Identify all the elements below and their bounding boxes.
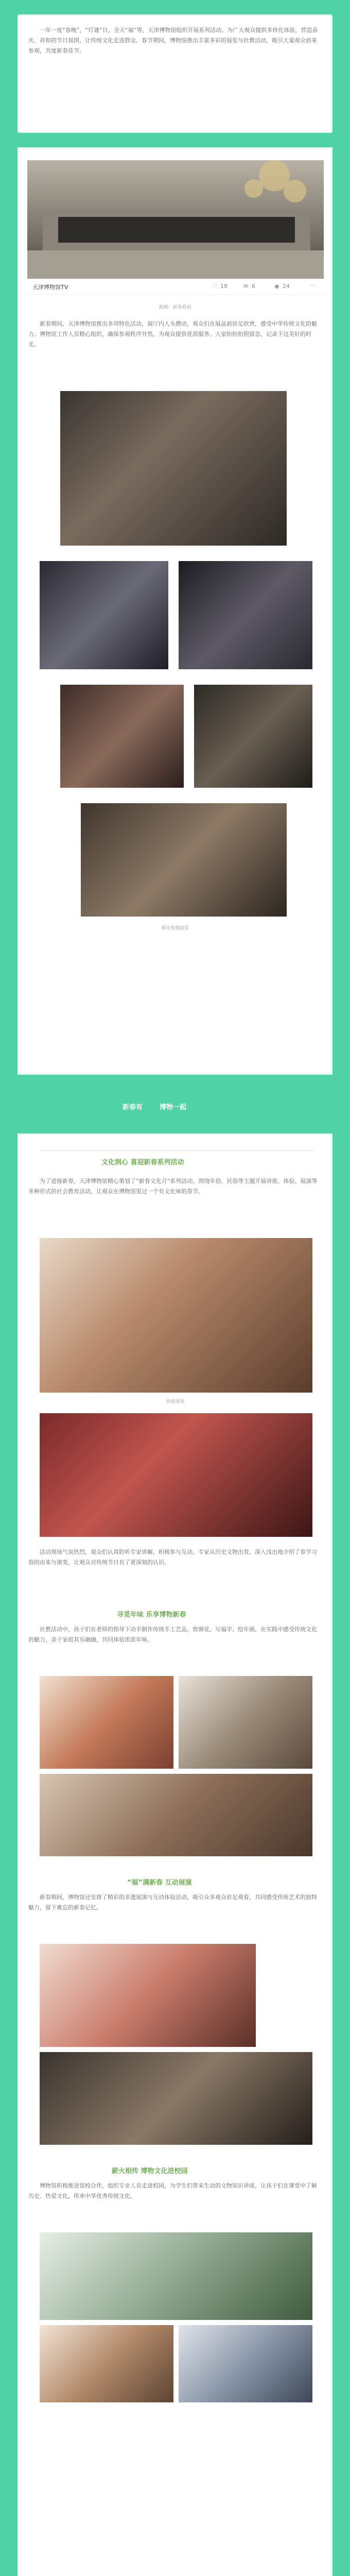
more-icon[interactable]: ⋯: [310, 282, 316, 289]
section-4-heading: 薪火相传 博物文化进校园: [112, 2167, 188, 2175]
view-count: 24: [283, 283, 290, 290]
comment-count: 6: [252, 283, 255, 290]
gallery-photo-1: [60, 391, 287, 546]
performance-photo-2: [40, 2052, 312, 2145]
section-1-text: 为了迎接新春，天津博物馆精心策划了“新春文化月”系列活动，围绕年俗、民俗等主题开展讲座、体验、展演等多种形式的社会教育活动，让观众在博物馆里过一个有文化味的春节。: [28, 1178, 318, 1195]
video-title: 天津博物馆TV: [32, 284, 68, 291]
like-count: 18: [220, 283, 227, 290]
section-4-text: 博物馆积极推进馆校合作，组织专业人员走进校园，为学生们带来生动的文物知识讲座，让孩子们在课堂中了解历史、热爱文化，传承中华优秀传统文化。: [28, 2182, 317, 2199]
school-photo-2: [40, 2325, 173, 2402]
paragraph-2: 活动现场气氛热烈，观众们认真聆听专家讲解，积极参与互动。专家从历史文物出发，深入浅出地介绍了春节习俗的由来与演变，让观众对传统节日有了更深刻的认识。: [28, 1549, 317, 1566]
events-card: [18, 1133, 332, 2576]
divider: [40, 1150, 313, 1151]
banner-right-text: 博物一起: [160, 1104, 187, 1111]
section-2-heading: 寻觅年味 乐享博物新春: [117, 1611, 186, 1619]
gallery-caption: 观众参观展览: [161, 926, 189, 931]
gallery-photo-3: [179, 561, 312, 669]
school-photo-3: [179, 2325, 312, 2402]
craft-photo-3: [40, 1774, 312, 1856]
section-2-text: 社教活动中，孩子们在老师的指导下动手制作传统手工艺品，剪窗花、写福字、绘年画，在实践中感受传统文化的魅力，亲子家庭其乐融融，共同体验浓浓年味。: [28, 1626, 317, 1643]
craft-photo-1: [40, 1676, 173, 1769]
lecture-caption: 讲座现场: [165, 1399, 184, 1404]
section-banner: [0, 1092, 350, 1123]
section-1-heading: 文化润心 喜迎新春系列活动: [101, 1159, 184, 1166]
craft-photo-2: [179, 1676, 312, 1769]
banner-left-text: 新春有: [122, 1104, 143, 1111]
video-bar: [27, 279, 324, 295]
performance-photo-1: [40, 1944, 256, 2047]
lecture-photo: [40, 1238, 312, 1393]
intro-card: [18, 14, 332, 133]
intro-text: 一年一度“春晚”，“灯谜”日，全天“福”等，天津博物馆组织开展系列活动。为广大观众提供多样化体验，营造喜庆、祥和的节日氛围，让传统文化走进群众。春节期间，博物馆推出丰富多彩的展览与社教活动，吸引大量观众前来参观，共度新春佳节。: [28, 27, 318, 54]
video-card: [18, 147, 332, 1075]
gallery-photo-6: [81, 803, 287, 917]
school-photo-1: [40, 2232, 312, 2320]
video-caption: 视频：新春看展: [159, 305, 191, 310]
view-icon: ◉: [274, 283, 279, 290]
like-icon[interactable]: ♡: [213, 283, 218, 290]
gallery-photo-5: [194, 685, 312, 788]
gallery-photo-4: [60, 685, 184, 788]
video-thumbnail[interactable]: [27, 160, 324, 279]
section-3-heading: “福”满新春 互动展演: [127, 1879, 192, 1887]
gallery-photo-2: [40, 561, 168, 669]
comment-icon[interactable]: ✉: [243, 283, 249, 290]
audience-photo: [40, 1413, 312, 1537]
paragraph-1: 新春期间，天津博物馆推出多项特色活动，展厅内人头攒动，观众们在展品前驻足欣赏，感受中华传统文化的魅力。博物馆工作人员精心组织，确保参观秩序井然，为观众提供优质服务。大家纷纷拍照留念，记录下这美好的时光。: [28, 320, 317, 348]
section-3-text: 新春期间，博物馆还安排了精彩的非遗展演与互动体验活动，吸引众多观众驻足观看，共同感受传统艺术的独特魅力，留下难忘的新春记忆。: [28, 1894, 317, 1911]
museum-building-illustration: [27, 160, 324, 279]
